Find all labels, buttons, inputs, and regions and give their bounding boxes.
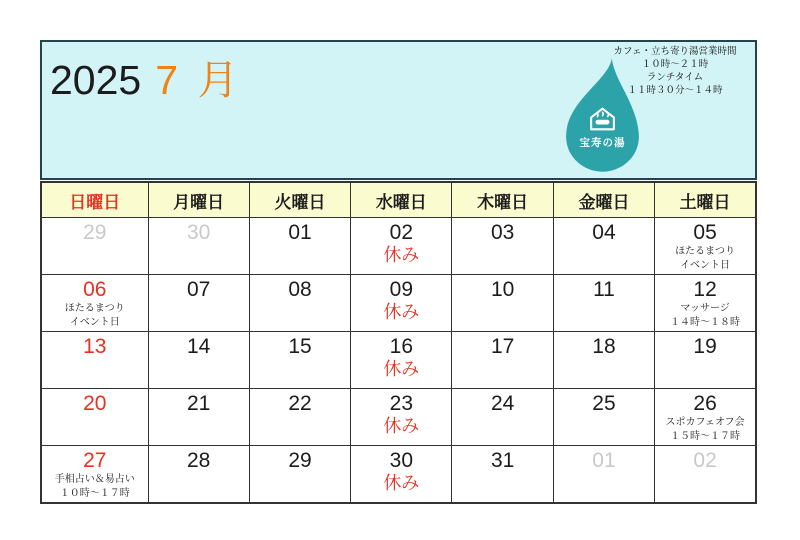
date-number: 31	[490, 449, 515, 472]
calendar-cell	[41, 389, 148, 446]
calendar-cell	[148, 389, 249, 446]
date-number: 29	[288, 449, 312, 472]
calendar-cell	[249, 446, 350, 503]
date-number: 21	[186, 392, 211, 415]
date-number: 30	[186, 221, 211, 244]
calendar-table	[40, 181, 757, 504]
calendar-cell	[148, 275, 249, 332]
calendar-cell	[148, 332, 249, 389]
date-number: 24	[490, 392, 515, 415]
header-band	[40, 40, 757, 180]
calendar-cell	[452, 446, 553, 503]
event-note: スポカフェオフ会	[665, 417, 745, 429]
closed-label: 休み	[383, 473, 420, 494]
calendar-cell	[452, 332, 553, 389]
calendar-cell	[249, 389, 350, 446]
date-number: 02	[389, 221, 413, 244]
event-note: １５時～１７時	[670, 430, 741, 442]
calendar-cell	[249, 275, 350, 332]
calendar-cell	[553, 218, 654, 275]
date-number: 13	[83, 335, 107, 358]
event-note: ほたるまつり	[64, 303, 125, 315]
calendar-cell	[351, 389, 452, 446]
onsen-logo	[556, 55, 649, 175]
date-number: 18	[592, 335, 616, 358]
event-note: １０時～１７時	[59, 487, 130, 499]
calendar-cell	[351, 446, 452, 503]
week-row-1	[41, 275, 756, 332]
date-number: 19	[693, 335, 717, 358]
week-row-0	[41, 218, 756, 275]
event-note: イベント日	[680, 259, 731, 271]
business-hours-line: １１時３０分～１４時	[627, 85, 723, 96]
weekday-header-3: 水曜日	[351, 182, 452, 218]
calendar-cell	[41, 275, 148, 332]
calendar-cell	[148, 446, 249, 503]
date-number: 03	[490, 221, 515, 244]
weekday-header-1: 月曜日	[148, 182, 249, 218]
calendar-cell	[553, 446, 654, 503]
calendar-cell	[452, 275, 553, 332]
date-number: 25	[592, 392, 616, 415]
calendar-cell	[655, 218, 756, 275]
weekday-header-4: 木曜日	[452, 182, 553, 218]
date-number: 02	[693, 449, 717, 472]
date-number: 09	[389, 278, 413, 301]
date-number: 04	[592, 221, 616, 244]
closed-label: 休み	[383, 302, 420, 323]
date-number: 22	[288, 392, 312, 415]
weekday-header-row	[41, 182, 756, 218]
date-number: 01	[592, 449, 616, 472]
date-number: 06	[83, 278, 107, 301]
date-number: 16	[389, 335, 413, 358]
closed-label: 休み	[383, 416, 420, 437]
page-title	[50, 58, 242, 103]
date-number: 26	[693, 392, 717, 415]
event-note: １４時～１８時	[670, 316, 741, 328]
closed-label: 休み	[383, 245, 420, 266]
weekday-header-0: 日曜日	[41, 182, 148, 218]
date-number: 08	[288, 278, 312, 301]
calendar-cell	[148, 218, 249, 275]
calendar-cell	[553, 275, 654, 332]
date-number: 17	[490, 335, 515, 358]
week-row-4	[41, 446, 756, 503]
calendar-cell	[655, 275, 756, 332]
calendar-cell	[249, 332, 350, 389]
calendar-cell	[351, 332, 452, 389]
date-number: 27	[83, 449, 107, 472]
calendar-cell	[249, 218, 350, 275]
business-hours-line: １０時～２１時	[641, 59, 709, 70]
calendar-cell	[655, 332, 756, 389]
logo-name: 宝寿の湯	[579, 137, 626, 149]
date-number: 05	[693, 221, 717, 244]
date-number: 14	[186, 335, 211, 358]
weekday-header-5: 金曜日	[553, 182, 654, 218]
calendar-cell	[655, 446, 756, 503]
week-row-3	[41, 389, 756, 446]
calendar-cell	[41, 446, 148, 503]
date-number: 15	[288, 335, 312, 358]
weekday-header-2: 火曜日	[249, 182, 350, 218]
date-number: 12	[693, 278, 717, 301]
weekday-header-6: 土曜日	[655, 182, 756, 218]
title-month: 7 月	[155, 57, 243, 103]
calendar-cell	[655, 389, 756, 446]
closed-label: 休み	[383, 359, 420, 380]
date-number: 28	[186, 449, 211, 472]
calendar-cell	[41, 332, 148, 389]
bathhouse-icon	[587, 106, 618, 133]
event-note: イベント日	[69, 316, 120, 328]
calendar-cell	[351, 275, 452, 332]
date-number: 29	[83, 221, 107, 244]
calendar-cell	[452, 389, 553, 446]
calendar-cell	[452, 218, 553, 275]
business-hours-line: カフェ・立ち寄り湯営業時間	[613, 46, 737, 57]
event-note: ほたるまつり	[675, 246, 736, 258]
event-note: マッサージ	[680, 303, 730, 315]
calendar-cell	[553, 389, 654, 446]
date-number: 20	[83, 392, 107, 415]
date-number: 11	[593, 278, 615, 301]
business-hours-line: ランチタイム	[646, 72, 704, 83]
title-year: 2025	[50, 57, 142, 103]
week-row-2	[41, 332, 756, 389]
date-number: 07	[186, 278, 211, 301]
date-number: 30	[389, 449, 413, 472]
date-number: 23	[389, 392, 413, 415]
calendar-cell	[351, 218, 452, 275]
date-number: 01	[288, 221, 312, 244]
date-number: 10	[490, 278, 515, 301]
event-note: 手相占い＆易占い	[54, 474, 135, 486]
calendar-cell	[553, 332, 654, 389]
calendar-cell	[41, 218, 148, 275]
